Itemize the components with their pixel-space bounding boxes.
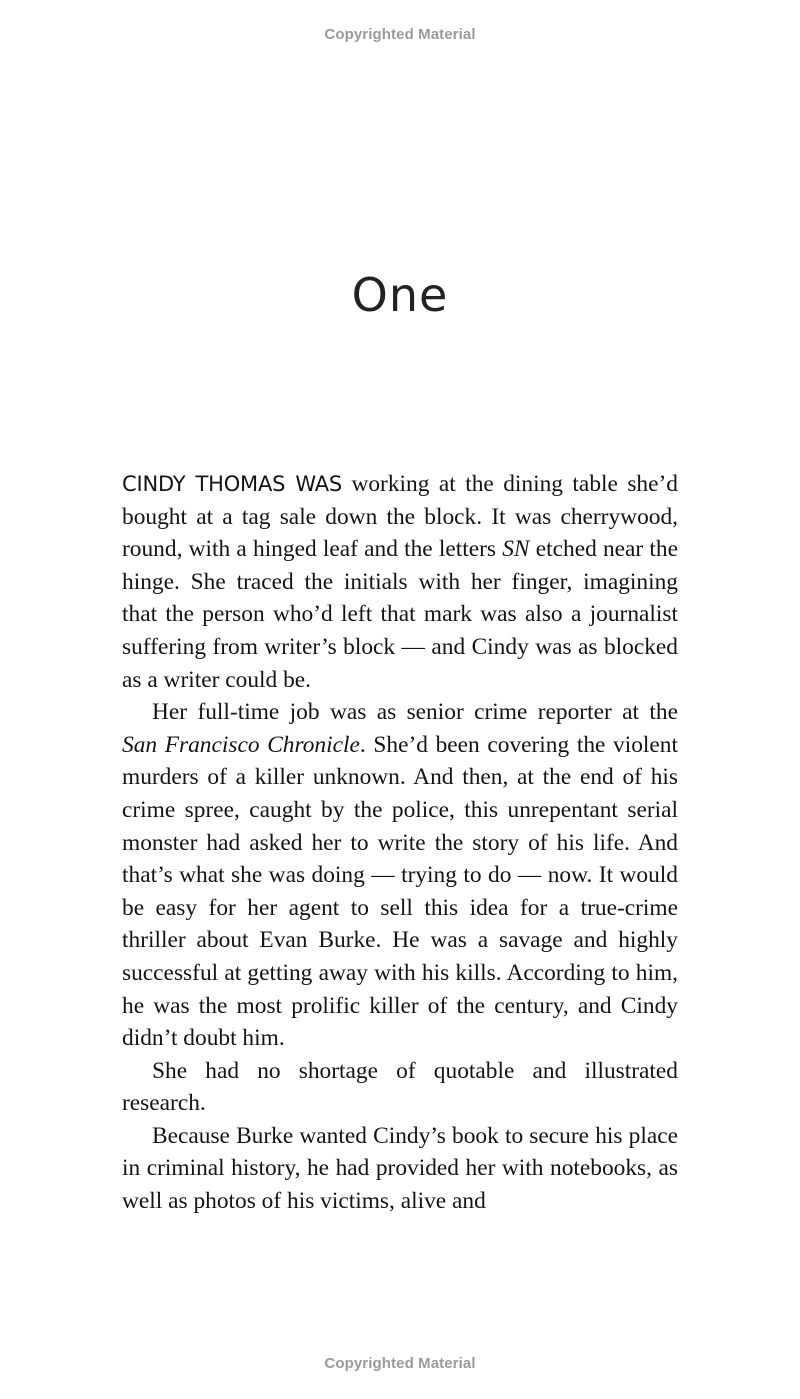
paragraph-2-text-a: Her full-time job was as senior crime reporter at the — [152, 699, 678, 726]
paragraph-4: Because Burke wanted Cindy’s book to secure his place in criminal history, he had provided her with notebooks, as well as photos of his victims, alive and — [122, 1122, 678, 1215]
paragraph-2 — [122, 696, 678, 1055]
lead-in-smallcaps: CINDY THOMAS WAS — [122, 472, 343, 496]
copyright-watermark-bottom: Copyrighted Material — [324, 1355, 476, 1372]
paragraph-3: She had no shortage of quotable and illustrated research. — [122, 1057, 678, 1117]
paragraph-2-text-b: . She’d been covering the violent murders of a killer unknown. And then, at the end of his crime spree, caught by the police, this unrepentant serial monster had asked her to write the story of his life. And that’s what she was doing — trying to do — now. It would be easy for her agent to sell this idea for a true-crime thriller about Evan Burke. He was a savage and highly successful at getting away with his kills. According to him, he was the most prolific killer of the century, and Cindy didn’t doubt him. — [122, 731, 679, 1052]
paragraph-1-text-a: working at the dining table she’d bought at a tag sale down the block. It was cherrywood, round, with a hinged leaf and the letters — [122, 471, 678, 563]
copyright-watermark-top: Copyrighted Material — [324, 26, 476, 43]
chapter-body — [122, 468, 678, 1218]
paragraph-1 — [122, 468, 678, 696]
chapter-title: One — [351, 268, 449, 322]
paragraph-1-text-b: etched near the hinge. She traced the initials with her finger, imagining that the person who’d left that mark was also a journalist suffering from writer’s block — and Cindy was as blocked as a writer could be. — [122, 536, 678, 693]
paragraph-1-italic: SN — [502, 536, 530, 563]
paragraph-2-italic: San Francisco Chronicle — [122, 731, 360, 758]
